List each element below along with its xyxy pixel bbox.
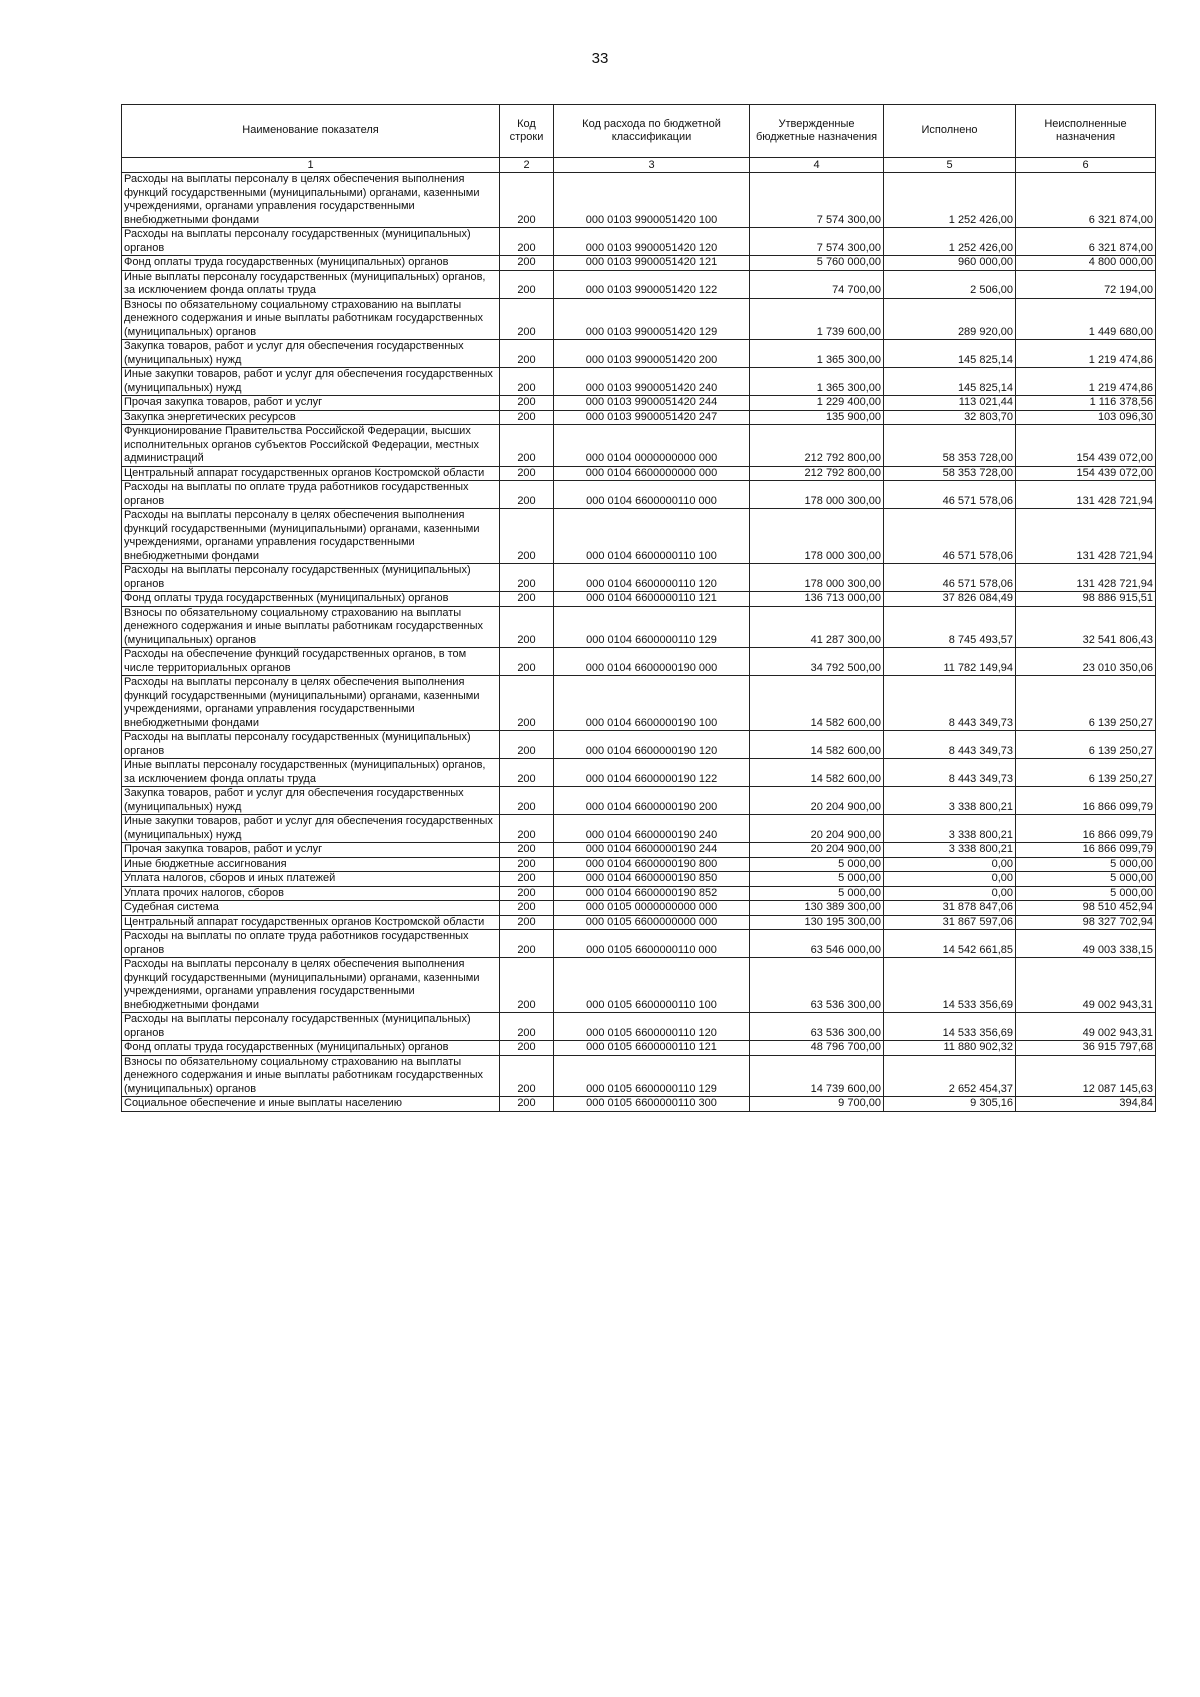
row-line-code: 200 xyxy=(500,930,554,958)
row-classification-code: 000 0104 6600000000 000 xyxy=(554,466,750,481)
row-approved: 34 792 500,00 xyxy=(750,648,884,676)
row-name: Фонд оплаты труда государственных (муниципальных) органов xyxy=(122,1041,500,1056)
row-approved: 1 365 300,00 xyxy=(750,368,884,396)
row-approved: 178 000 300,00 xyxy=(750,481,884,509)
row-name: Прочая закупка товаров, работ и услуг xyxy=(122,843,500,858)
row-name: Закупка товаров, работ и услуг для обеспечения государственных (муниципальных) нужд xyxy=(122,340,500,368)
row-name: Расходы на выплаты по оплате труда работников государственных органов xyxy=(122,481,500,509)
row-executed: 3 338 800,21 xyxy=(884,787,1016,815)
table-row xyxy=(122,1055,1156,1097)
table-row xyxy=(122,340,1156,368)
table-row xyxy=(122,886,1156,901)
row-approved: 14 582 600,00 xyxy=(750,731,884,759)
table-row xyxy=(122,425,1156,467)
row-approved: 178 000 300,00 xyxy=(750,509,884,564)
row-classification-code: 000 0104 6600000190 240 xyxy=(554,815,750,843)
row-executed: 11 782 149,94 xyxy=(884,648,1016,676)
row-line-code: 200 xyxy=(500,396,554,411)
table-row xyxy=(122,1097,1156,1112)
row-executed: 2 652 454,37 xyxy=(884,1055,1016,1097)
table-row xyxy=(122,731,1156,759)
row-remaining: 394,84 xyxy=(1016,1097,1156,1112)
header-line-code: Код строки xyxy=(500,105,554,158)
row-name: Взносы по обязательному социальному страхованию на выплаты денежного содержания и иные выплаты работникам государственных (муниципальных) органов xyxy=(122,606,500,648)
table-row xyxy=(122,410,1156,425)
row-classification-code: 000 0104 6600000190 100 xyxy=(554,676,750,731)
row-line-code: 200 xyxy=(500,256,554,271)
row-name: Фонд оплаты труда государственных (муниципальных) органов xyxy=(122,256,500,271)
row-remaining: 36 915 797,68 xyxy=(1016,1041,1156,1056)
row-approved: 1 229 400,00 xyxy=(750,396,884,411)
row-line-code: 200 xyxy=(500,886,554,901)
row-classification-code: 000 0105 6600000110 121 xyxy=(554,1041,750,1056)
row-executed: 8 443 349,73 xyxy=(884,731,1016,759)
row-remaining: 23 010 350,06 xyxy=(1016,648,1156,676)
column-number: 1 xyxy=(122,158,500,173)
budget-execution-table xyxy=(121,104,1156,1112)
row-remaining: 98 886 915,51 xyxy=(1016,592,1156,607)
table-row xyxy=(122,270,1156,298)
row-approved: 9 700,00 xyxy=(750,1097,884,1112)
row-classification-code: 000 0103 9900051420 100 xyxy=(554,173,750,228)
row-executed: 46 571 578,06 xyxy=(884,481,1016,509)
row-line-code: 200 xyxy=(500,410,554,425)
row-line-code: 200 xyxy=(500,564,554,592)
row-classification-code: 000 0103 9900051420 247 xyxy=(554,410,750,425)
row-remaining: 16 866 099,79 xyxy=(1016,787,1156,815)
row-line-code: 200 xyxy=(500,1013,554,1041)
table-row xyxy=(122,787,1156,815)
row-name: Расходы на выплаты персоналу в целях обеспечения выполнения функций государственными (муниципальными) органами, казенными учреждениями, органами управления государственными внебюджетными фондами xyxy=(122,676,500,731)
row-remaining: 1 449 680,00 xyxy=(1016,298,1156,340)
table-row xyxy=(122,857,1156,872)
row-line-code: 200 xyxy=(500,1041,554,1056)
row-approved: 20 204 900,00 xyxy=(750,843,884,858)
row-approved: 130 195 300,00 xyxy=(750,915,884,930)
row-classification-code: 000 0103 9900051420 122 xyxy=(554,270,750,298)
row-line-code: 200 xyxy=(500,815,554,843)
row-line-code: 200 xyxy=(500,958,554,1013)
row-line-code: 200 xyxy=(500,787,554,815)
row-executed: 113 021,44 xyxy=(884,396,1016,411)
row-line-code: 200 xyxy=(500,1097,554,1112)
row-name: Расходы на выплаты персоналу государственных (муниципальных) органов xyxy=(122,564,500,592)
row-remaining: 1 219 474,86 xyxy=(1016,368,1156,396)
row-executed: 14 542 661,85 xyxy=(884,930,1016,958)
row-executed: 8 443 349,73 xyxy=(884,759,1016,787)
row-remaining: 49 003 338,15 xyxy=(1016,930,1156,958)
row-name: Иные бюджетные ассигнования xyxy=(122,857,500,872)
row-remaining: 4 800 000,00 xyxy=(1016,256,1156,271)
row-classification-code: 000 0104 6600000190 000 xyxy=(554,648,750,676)
row-remaining: 131 428 721,94 xyxy=(1016,481,1156,509)
row-name: Закупка энергетических ресурсов xyxy=(122,410,500,425)
row-line-code: 200 xyxy=(500,298,554,340)
row-executed: 145 825,14 xyxy=(884,340,1016,368)
row-executed: 0,00 xyxy=(884,886,1016,901)
row-executed: 46 571 578,06 xyxy=(884,509,1016,564)
row-classification-code: 000 0104 6600000110 129 xyxy=(554,606,750,648)
row-classification-code: 000 0103 9900051420 200 xyxy=(554,340,750,368)
row-remaining: 12 087 145,63 xyxy=(1016,1055,1156,1097)
row-remaining: 6 139 250,27 xyxy=(1016,676,1156,731)
row-line-code: 200 xyxy=(500,592,554,607)
table-row xyxy=(122,1041,1156,1056)
row-executed: 289 920,00 xyxy=(884,298,1016,340)
row-remaining: 49 002 943,31 xyxy=(1016,1013,1156,1041)
row-approved: 135 900,00 xyxy=(750,410,884,425)
row-name: Прочая закупка товаров, работ и услуг xyxy=(122,396,500,411)
table-row xyxy=(122,606,1156,648)
table-row xyxy=(122,915,1156,930)
header-classification-code: Код расхода по бюджетной классификации xyxy=(554,105,750,158)
row-remaining: 5 000,00 xyxy=(1016,857,1156,872)
table-row xyxy=(122,930,1156,958)
row-approved: 48 796 700,00 xyxy=(750,1041,884,1056)
row-name: Функционирование Правительства Российской Федерации, высших исполнительных органов субъектов Российской Федерации, местных администраций xyxy=(122,425,500,467)
table-row xyxy=(122,648,1156,676)
row-executed: 46 571 578,06 xyxy=(884,564,1016,592)
table-row xyxy=(122,298,1156,340)
row-name: Взносы по обязательному социальному страхованию на выплаты денежного содержания и иные выплаты работникам государственных (муниципальных) органов xyxy=(122,1055,500,1097)
row-approved: 63 546 000,00 xyxy=(750,930,884,958)
row-line-code: 200 xyxy=(500,901,554,916)
row-executed: 11 880 902,32 xyxy=(884,1041,1016,1056)
row-line-code: 200 xyxy=(500,676,554,731)
row-approved: 41 287 300,00 xyxy=(750,606,884,648)
row-remaining: 131 428 721,94 xyxy=(1016,564,1156,592)
row-classification-code: 000 0105 6600000110 129 xyxy=(554,1055,750,1097)
column-number: 6 xyxy=(1016,158,1156,173)
row-line-code: 200 xyxy=(500,648,554,676)
row-classification-code: 000 0103 9900051420 240 xyxy=(554,368,750,396)
row-name: Расходы на выплаты персоналу государственных (муниципальных) органов xyxy=(122,1013,500,1041)
row-classification-code: 000 0105 6600000110 120 xyxy=(554,1013,750,1041)
row-name: Расходы на выплаты персоналу в целях обеспечения выполнения функций государственными (муниципальными) органами, казенными учреждениями, органами управления государственными внебюджетными фондами xyxy=(122,958,500,1013)
row-remaining: 6 321 874,00 xyxy=(1016,228,1156,256)
table-row xyxy=(122,228,1156,256)
row-name: Иные закупки товаров, работ и услуг для обеспечения государственных (муниципальных) нужд xyxy=(122,815,500,843)
row-line-code: 200 xyxy=(500,509,554,564)
row-classification-code: 000 0104 6600000110 121 xyxy=(554,592,750,607)
header-approved: Утвержденные бюджетные назначения xyxy=(750,105,884,158)
row-approved: 1 739 600,00 xyxy=(750,298,884,340)
row-approved: 63 536 300,00 xyxy=(750,1013,884,1041)
row-remaining: 16 866 099,79 xyxy=(1016,815,1156,843)
row-line-code: 200 xyxy=(500,857,554,872)
row-remaining: 1 219 474,86 xyxy=(1016,340,1156,368)
row-executed: 32 803,70 xyxy=(884,410,1016,425)
row-remaining: 98 510 452,94 xyxy=(1016,901,1156,916)
row-name: Социальное обеспечение и иные выплаты населению xyxy=(122,1097,500,1112)
row-line-code: 200 xyxy=(500,606,554,648)
row-name: Иные закупки товаров, работ и услуг для обеспечения государственных (муниципальных) нужд xyxy=(122,368,500,396)
row-approved: 178 000 300,00 xyxy=(750,564,884,592)
row-classification-code: 000 0105 6600000110 000 xyxy=(554,930,750,958)
row-line-code: 200 xyxy=(500,872,554,887)
row-executed: 58 353 728,00 xyxy=(884,466,1016,481)
row-name: Центральный аппарат государственных органов Костромской области xyxy=(122,915,500,930)
row-name: Расходы на выплаты персоналу в целях обеспечения выполнения функций государственными (муниципальными) органами, казенными учреждениями, органами управления государственными внебюджетными фондами xyxy=(122,509,500,564)
row-executed: 960 000,00 xyxy=(884,256,1016,271)
row-classification-code: 000 0104 6600000190 200 xyxy=(554,787,750,815)
row-remaining: 6 139 250,27 xyxy=(1016,731,1156,759)
table-row xyxy=(122,368,1156,396)
row-executed: 8 745 493,57 xyxy=(884,606,1016,648)
row-line-code: 200 xyxy=(500,425,554,467)
row-line-code: 200 xyxy=(500,368,554,396)
row-executed: 145 825,14 xyxy=(884,368,1016,396)
table-row xyxy=(122,872,1156,887)
row-remaining: 6 139 250,27 xyxy=(1016,759,1156,787)
table-row xyxy=(122,256,1156,271)
row-remaining: 49 002 943,31 xyxy=(1016,958,1156,1013)
row-classification-code: 000 0105 6600000000 000 xyxy=(554,915,750,930)
table-row xyxy=(122,901,1156,916)
row-classification-code: 000 0104 6600000110 100 xyxy=(554,509,750,564)
table-row xyxy=(122,564,1156,592)
row-remaining: 98 327 702,94 xyxy=(1016,915,1156,930)
row-line-code: 200 xyxy=(500,843,554,858)
table-row xyxy=(122,481,1156,509)
row-executed: 3 338 800,21 xyxy=(884,815,1016,843)
row-line-code: 200 xyxy=(500,466,554,481)
row-classification-code: 000 0104 6600000190 852 xyxy=(554,886,750,901)
row-remaining: 5 000,00 xyxy=(1016,886,1156,901)
row-executed: 8 443 349,73 xyxy=(884,676,1016,731)
table-row xyxy=(122,509,1156,564)
row-name: Иные выплаты персоналу государственных (муниципальных) органов, за исключением фонда оплаты труда xyxy=(122,270,500,298)
row-classification-code: 000 0104 6600000190 850 xyxy=(554,872,750,887)
row-executed: 0,00 xyxy=(884,857,1016,872)
row-classification-code: 000 0104 6600000110 120 xyxy=(554,564,750,592)
row-remaining: 154 439 072,00 xyxy=(1016,425,1156,467)
row-classification-code: 000 0104 6600000110 000 xyxy=(554,481,750,509)
table-row xyxy=(122,843,1156,858)
row-classification-code: 000 0103 9900051420 121 xyxy=(554,256,750,271)
row-executed: 37 826 084,49 xyxy=(884,592,1016,607)
table-row xyxy=(122,759,1156,787)
row-name: Расходы на выплаты персоналу государственных (муниципальных) органов xyxy=(122,228,500,256)
table-row xyxy=(122,466,1156,481)
row-line-code: 200 xyxy=(500,1055,554,1097)
row-executed: 14 533 356,69 xyxy=(884,958,1016,1013)
row-executed: 3 338 800,21 xyxy=(884,843,1016,858)
row-executed: 2 506,00 xyxy=(884,270,1016,298)
table-row xyxy=(122,958,1156,1013)
column-number-row xyxy=(122,158,1156,173)
row-approved: 20 204 900,00 xyxy=(750,815,884,843)
column-number: 2 xyxy=(500,158,554,173)
table-header-row xyxy=(122,105,1156,158)
row-approved: 74 700,00 xyxy=(750,270,884,298)
row-name: Взносы по обязательному социальному страхованию на выплаты денежного содержания и иные выплаты работникам государственных (муниципальных) органов xyxy=(122,298,500,340)
row-executed: 31 867 597,06 xyxy=(884,915,1016,930)
row-approved: 130 389 300,00 xyxy=(750,901,884,916)
column-number: 5 xyxy=(884,158,1016,173)
row-remaining: 5 000,00 xyxy=(1016,872,1156,887)
row-approved: 20 204 900,00 xyxy=(750,787,884,815)
header-remaining: Неисполненные назначения xyxy=(1016,105,1156,158)
header-executed: Исполнено xyxy=(884,105,1016,158)
row-line-code: 200 xyxy=(500,340,554,368)
row-line-code: 200 xyxy=(500,759,554,787)
row-approved: 7 574 300,00 xyxy=(750,228,884,256)
row-approved: 212 792 800,00 xyxy=(750,466,884,481)
row-remaining: 131 428 721,94 xyxy=(1016,509,1156,564)
row-name: Иные выплаты персоналу государственных (муниципальных) органов, за исключением фонда оплаты труда xyxy=(122,759,500,787)
row-executed: 1 252 426,00 xyxy=(884,173,1016,228)
row-approved: 212 792 800,00 xyxy=(750,425,884,467)
row-line-code: 200 xyxy=(500,270,554,298)
row-name: Закупка товаров, работ и услуг для обеспечения государственных (муниципальных) нужд xyxy=(122,787,500,815)
row-line-code: 200 xyxy=(500,731,554,759)
row-classification-code: 000 0105 0000000000 000 xyxy=(554,901,750,916)
row-remaining: 72 194,00 xyxy=(1016,270,1156,298)
row-line-code: 200 xyxy=(500,173,554,228)
row-classification-code: 000 0104 6600000190 244 xyxy=(554,843,750,858)
row-remaining: 103 096,30 xyxy=(1016,410,1156,425)
row-approved: 14 582 600,00 xyxy=(750,759,884,787)
table-row xyxy=(122,592,1156,607)
row-remaining: 6 321 874,00 xyxy=(1016,173,1156,228)
row-approved: 136 713 000,00 xyxy=(750,592,884,607)
row-name: Расходы на выплаты персоналу в целях обеспечения выполнения функций государственными (муниципальными) органами, казенными учреждениями, органами управления государственными внебюджетными фондами xyxy=(122,173,500,228)
row-approved: 5 000,00 xyxy=(750,886,884,901)
row-approved: 5 000,00 xyxy=(750,872,884,887)
row-approved: 1 365 300,00 xyxy=(750,340,884,368)
table-row xyxy=(122,815,1156,843)
row-name: Расходы на выплаты персоналу государственных (муниципальных) органов xyxy=(122,731,500,759)
table-row xyxy=(122,1013,1156,1041)
row-name: Уплата налогов, сборов и иных платежей xyxy=(122,872,500,887)
row-line-code: 200 xyxy=(500,481,554,509)
row-classification-code: 000 0104 6600000190 120 xyxy=(554,731,750,759)
row-remaining: 154 439 072,00 xyxy=(1016,466,1156,481)
table-row xyxy=(122,676,1156,731)
row-classification-code: 000 0103 9900051420 120 xyxy=(554,228,750,256)
row-approved: 14 582 600,00 xyxy=(750,676,884,731)
row-executed: 0,00 xyxy=(884,872,1016,887)
column-number: 3 xyxy=(554,158,750,173)
row-name: Судебная система xyxy=(122,901,500,916)
row-classification-code: 000 0104 0000000000 000 xyxy=(554,425,750,467)
row-remaining: 1 116 378,56 xyxy=(1016,396,1156,411)
row-approved: 14 739 600,00 xyxy=(750,1055,884,1097)
row-executed: 9 305,16 xyxy=(884,1097,1016,1112)
row-executed: 14 533 356,69 xyxy=(884,1013,1016,1041)
table-row xyxy=(122,173,1156,228)
row-classification-code: 000 0103 9900051420 129 xyxy=(554,298,750,340)
row-approved: 5 000,00 xyxy=(750,857,884,872)
row-approved: 5 760 000,00 xyxy=(750,256,884,271)
row-name: Расходы на обеспечение функций государственных органов, в том числе территориальных органов xyxy=(122,648,500,676)
row-classification-code: 000 0105 6600000110 300 xyxy=(554,1097,750,1112)
row-name: Центральный аппарат государственных органов Костромской области xyxy=(122,466,500,481)
row-classification-code: 000 0104 6600000190 122 xyxy=(554,759,750,787)
page-number: 33 xyxy=(591,50,609,67)
row-remaining: 32 541 806,43 xyxy=(1016,606,1156,648)
row-classification-code: 000 0103 9900051420 244 xyxy=(554,396,750,411)
row-approved: 7 574 300,00 xyxy=(750,173,884,228)
row-line-code: 200 xyxy=(500,228,554,256)
row-classification-code: 000 0104 6600000190 800 xyxy=(554,857,750,872)
row-executed: 1 252 426,00 xyxy=(884,228,1016,256)
row-name: Фонд оплаты труда государственных (муниципальных) органов xyxy=(122,592,500,607)
table-row xyxy=(122,396,1156,411)
column-number: 4 xyxy=(750,158,884,173)
row-executed: 31 878 847,06 xyxy=(884,901,1016,916)
row-executed: 58 353 728,00 xyxy=(884,425,1016,467)
row-approved: 63 536 300,00 xyxy=(750,958,884,1013)
row-name: Расходы на выплаты по оплате труда работников государственных органов xyxy=(122,930,500,958)
row-classification-code: 000 0105 6600000110 100 xyxy=(554,958,750,1013)
header-indicator-name: Наименование показателя xyxy=(122,105,500,158)
row-line-code: 200 xyxy=(500,915,554,930)
row-name: Уплата прочих налогов, сборов xyxy=(122,886,500,901)
row-remaining: 16 866 099,79 xyxy=(1016,843,1156,858)
